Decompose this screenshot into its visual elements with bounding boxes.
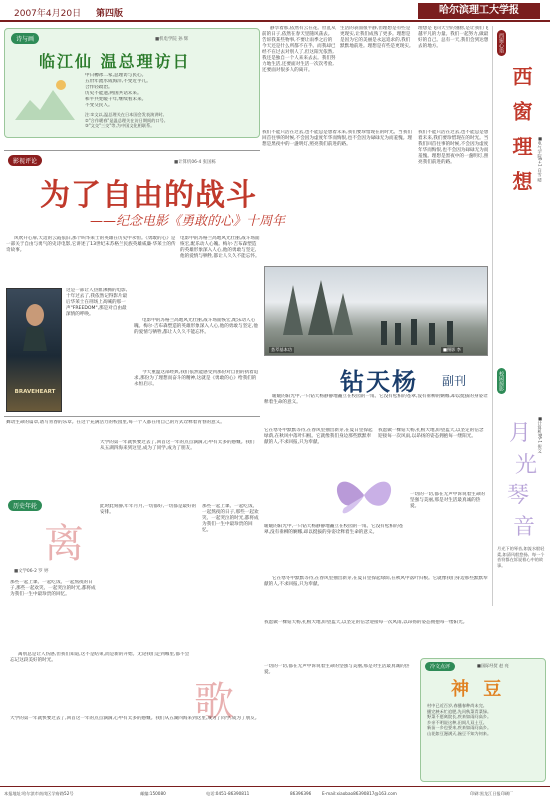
history-para-4: 大学的第一年就快要过去了,回首这一年的点点滴滴,心中有太多的感慨。我们从五湖四海来到这里,成为了同学,成为了朋友。 — [10, 716, 260, 721]
film-para-2: 这是一部让人热血沸腾的电影,十年过去了,我依然记得影片最后华莱士在刑场上高喊的那一声"FREEDOM",那是对自由最深情的呼唤。 — [66, 288, 128, 317]
bean-line: 村中已近百岁,春播春种尚未完。 — [427, 703, 487, 708]
page-number: 第四版 — [96, 9, 124, 19]
section-label-poetry: 诗与画 — [11, 33, 39, 44]
footer-phone: 电话:0451-86390811 — [206, 791, 250, 796]
photo-caption-left: 荟萃基本功 — [271, 347, 292, 352]
moonlight-char: 光 — [515, 453, 538, 478]
photo-caption-right: ■摄影 李 — [443, 347, 461, 352]
article-side-title-box — [492, 26, 548, 266]
poplar-subtitle: 副刊 — [442, 374, 467, 388]
poem-line: 五卅年流水成海洋,不变近乎几。 — [85, 79, 151, 84]
poem-line: 中日樽冰二家,总理访与民心。 — [85, 73, 147, 78]
history-char-song: 歌 — [194, 679, 234, 725]
moonlight-byline: ■计算机06-1 倪文 — [537, 416, 543, 453]
article-side-title: 西 窗 理 想 — [509, 66, 533, 195]
poem-line: 不变交民人。 — [85, 103, 113, 108]
article-col-3: 理想是飞向天空的翅膀,是让我们飞越平凡的力量。我们一起努力,做最好的自己。总有一天,我们会到达想去的地方。 — [418, 26, 489, 49]
moonlight-char: 琴 — [507, 483, 530, 508]
poem-lines — [85, 73, 255, 129]
bean-line: 乡亲不明说这种,田间几双土豆。 — [427, 719, 487, 725]
poem-line: 和平共处暖千年,继续看未来。 — [85, 97, 147, 102]
section-label-review: 冷文点评 — [425, 662, 455, 671]
paper-name: 哈尔滨理工大学报 — [418, 3, 540, 19]
bean-byline: ■国际经贸 赵 亮 — [477, 663, 509, 668]
bean-poem-box — [420, 658, 546, 782]
article-body-right: 我们不能只活在过去,也不能总是想着未来,我们要珍惜现在的时光。当我们回首往事的时候,不会因为虚度年华而悔恨,也不会因为碌碌无为而羞愧。理想是黑夜中的一盏明灯,照亮我们前进的路。 — [418, 130, 489, 165]
poem-note: 注:①文以,温总理关在日本国会发表演讲时。 — [85, 112, 167, 117]
campus-photo — [264, 266, 488, 356]
masthead-bar — [0, 0, 550, 22]
poplar-title: 钻天杨 — [340, 368, 418, 396]
history-para-2: 那些一起上课、一起吃饭、一起熬夜的日子,那些一起欢笑、一起哭泣的时光,都将成为我们一生中最珍贵的回忆。 — [10, 580, 96, 597]
divider — [4, 416, 260, 417]
poster-figure-icon — [19, 301, 51, 351]
bean-line: 野菜不愿离院长,疾来如雨问高乡。 — [427, 714, 492, 720]
film-byline: ■计算机06-4 张国栋 — [174, 160, 216, 165]
section-label-window: 西窗心语 — [497, 30, 506, 56]
article-side-byline: ■电气学院0+1 白雪 晴 — [537, 136, 543, 182]
footer-zip: 邮编:150080 — [140, 791, 166, 796]
bottom-center-text-2: 一切的一切,都在无声中诉说着生命的坚强与美丽,那是对生活最真诚的热爱。 — [264, 664, 410, 675]
film-para-1: 风吹开心扉,天边的云霞依旧,那个叫华莱士的英雄在历史中永恒。《勇敢的心》是一部关于自由与勇气的史诗电影,它讲述了13世纪末苏格兰民族英雄威廉·华莱士的传奇故事。 — [6, 236, 176, 253]
history-para-3: 离别总是让人伤感,但我们知道,这不是结束,而是新的开始。无论我们走到哪里,都不会忘记这段美好的时光。 — [10, 652, 190, 663]
poplar-para-1: 暖暖的阳光中,一只钻天杨静静地矗立在校园的一角。它没有松柏的苍翠,没有垂柳的婀娜,却以挺拔的身姿诠释着生命的意义。 — [264, 394, 488, 405]
footer-email: E-mail:xiaobao86390817@163.com — [322, 791, 397, 796]
issue-date: 2007年4月20日 — [14, 9, 82, 19]
section-label-campus: 校园掠影 — [497, 368, 506, 394]
moonlight-char: 音 — [513, 515, 536, 540]
history-poem: 此时此刻静,年年月月,一切都好,一切都是最好的安排。 — [100, 504, 197, 515]
history-byline: ■文学06-2 罗 婷 — [14, 569, 49, 574]
section-label-film: 影视评论 — [8, 155, 42, 166]
poem-title: 临江仙 温总理访日 — [39, 52, 191, 71]
poplar-para-5: 暖暖的阳光中,一只钻天杨静静地矗立在校园的一角。它没有松柏的苍翠,没有垂柳的婀娜,却以挺拔的身姿诠释着生命的意义。 — [264, 524, 404, 535]
cover-text: 舞动生命的篇章,谱写青春的乐章。在这个充满活力的校园里,每一个人都在用自己的方式诠释着青春的意义。 — [6, 420, 225, 425]
photo-people-icon — [375, 311, 475, 347]
film-title: 为了自由的战斗 — [40, 178, 257, 213]
poem-line: 历史不能遗,两国共话未来。 — [85, 91, 142, 96]
section-label-history: 历史年轮 — [8, 500, 42, 511]
article-col-1: 静享着那,依然有云在花。但乱从前的日子,依然在春天里随风荡去。告诉我某些物事,不要让雨季之后的今天还是什么所都不在乎。而我却已经不在过去对别人了,但这阳光依然,我还是独自一个人来来去去。我们努力地生活,还要面对生活一次次考验,还要面对很多人的离开。 — [262, 26, 336, 73]
poplar-para-4: 一切的一切,都在无声中诉说着生命的坚强与美丽,那是对生活最真诚的热爱。 — [410, 492, 485, 509]
poster-title: BRAVEHEART — [14, 389, 56, 395]
poem-note: ③"文交"三交"等,为中国文化相联系。 — [85, 123, 155, 129]
footer-phone-2: 86396396 — [290, 791, 312, 796]
history-box — [4, 440, 260, 796]
poem-line: 合作轻政治。 — [85, 85, 113, 90]
poplar-para-3: 我愿做一棵钻天杨,扎根大地,仰望蓝天,以坚定的信念迎接每一次风雨,以昂扬的姿态拥抱每一缕阳光。 — [378, 428, 484, 439]
article-col-2: 生活的表面很平静,但理想是有些是更现实,让我们成熟了更多。理想是是因为它的美丽是永远追求的,我们默默地前进。理想是有些是更现实。 — [340, 26, 414, 49]
film-para-4: 今天重温这部经典,我们依然能感受到那份对自由的执着追求,那份为了理想而奋斗的精神,这就是《勇敢的心》给我们的永恒启示。 — [134, 370, 259, 387]
article-body: 我们不能只活在过去,也不能总是想着未来,我们要珍惜现在的时光。当我们回首往事的时候,不会因为虚度年华而悔恨,也不会因为碌碌无为而羞愧。理想是黑夜中的一盏明灯,照亮我们前进的路。 — [262, 130, 412, 147]
bean-title: 神 豆 — [451, 679, 506, 700]
footer-address: 本报地址:哈尔滨市南岗区学府路52号 — [4, 791, 74, 796]
history-para-side: 那些一起上课、一起吃饭、一起熬夜的日子,那些一起欢笑、一起哭泣的时光,都将成为我们一生中最珍贵的回忆。 — [202, 504, 259, 533]
footer-bar — [0, 786, 550, 802]
decorative-landscape-icon — [15, 75, 75, 125]
history-char-leave: 离 — [44, 521, 84, 567]
history-para-1: 大学的第一年就快要过去了,回首这一年的点点滴滴,心中有太多的感慨。我们从五湖四海来到这里,成为了同学,成为了朋友。 — [100, 440, 255, 451]
moonlight-char: 月 — [509, 421, 532, 446]
poem-box — [4, 28, 260, 138]
bean-line: 山花如豆漫满天,豌豆不知为何来。 — [427, 730, 492, 736]
bean-lines — [427, 703, 543, 737]
poem-byline: ■机电学院 孙 辉 — [155, 37, 189, 42]
bean-line: 播完秧禾忙追肥,先问秋菜青菜绿。 — [427, 708, 492, 714]
movie-poster — [6, 288, 62, 412]
poplar-para-2: 它在寒冬中默默等待,在春风里抽出新芽,在夏日里撑起绿荫,在秋风中落叶归根。它就像我们身边那些默默奉献的人,不求回报,只为奉献。 — [264, 428, 373, 445]
divider — [4, 150, 260, 151]
bottom-center-text: 我愿做一棵钻天杨,扎根大地,仰望蓝天,以坚定的信念迎接每一次风雨,以昂扬的姿态拥抱每一缕阳光。 — [264, 620, 468, 625]
moonlight-column — [492, 266, 548, 606]
photo-trees-icon — [273, 275, 353, 335]
film-para-right: 电影中的苏格兰高地风光壮丽,战斗场面恢宏,配乐动人心魄。梅尔·吉布森塑造的英雄形象深入人心,他的勇敢与坚定,他的爱情与牺牲,都让人久久不能忘怀。 — [180, 236, 260, 259]
film-para-3: 电影中的苏格兰高地风光壮丽,战斗场面恢宏,配乐动人心魄。梅尔·吉布森塑造的英雄形象深入人心,他的勇敢与坚定,他的爱情与牺牲,都让人久久不能忘怀。 — [134, 318, 258, 335]
poplar-para-6: 它在寒冬中默默等待,在春风里抽出新芽,在夏日里撑起绿荫,在秋风中落叶归根。它就像我们身边那些默默奉献的人,不求回报,只为奉献。 — [264, 576, 488, 587]
footer-printer: 印刷:黑龙江日报印刷厂 — [470, 791, 514, 796]
moonlight-text: 月光下的琴音,如流水般轻柔,如清风般悠扬。每一个音符都在诉说着心中的故事。 — [497, 546, 545, 568]
article-west-window — [262, 26, 490, 266]
film-subtitle: ——纪念电影《勇敢的心》十周年 — [90, 214, 286, 229]
bean-line: 新苗一乡也要来,疾来如雨问高乡。 — [427, 725, 492, 731]
poem-note: ②"合作暖春"是温总理关在访日期间的口号。 — [85, 117, 168, 123]
